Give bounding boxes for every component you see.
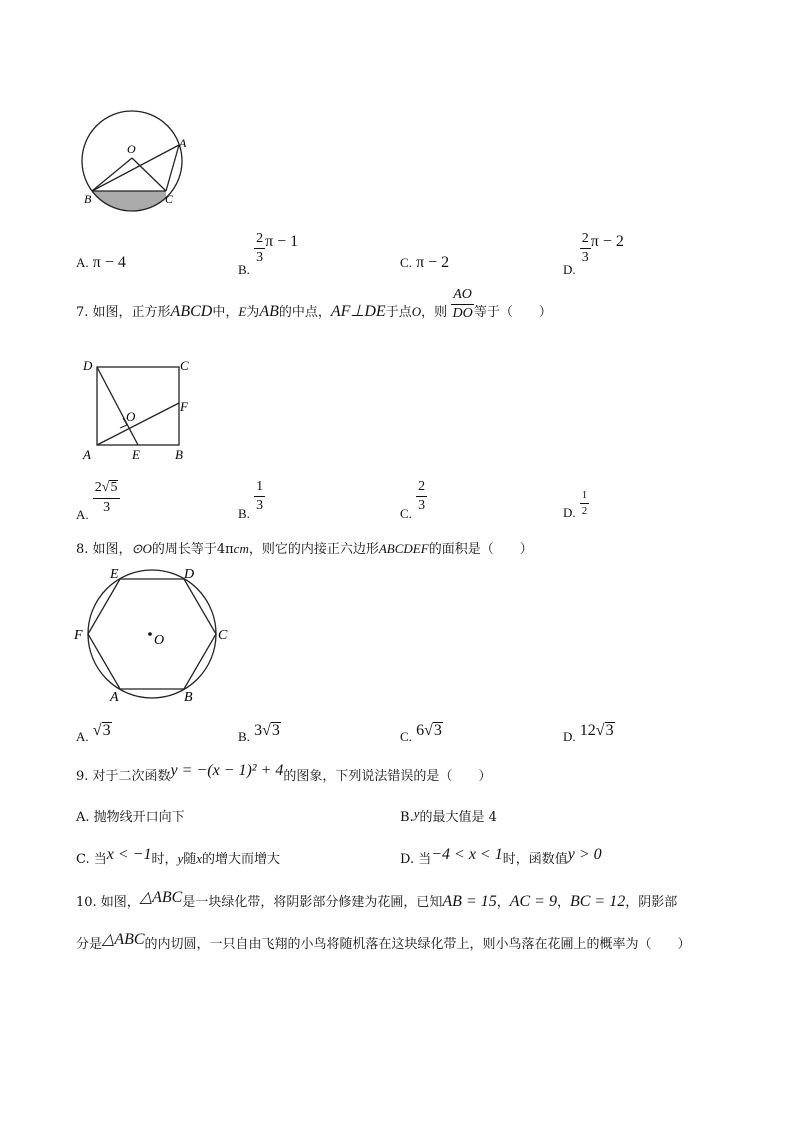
q8-option-b: B. 3√3 [238, 722, 280, 744]
q6-label-b: B [84, 192, 92, 206]
q7-option-b: B. $\frac{1}{3}$ [238, 479, 264, 521]
q7-figure [80, 355, 200, 465]
q7-option-b-frac: $\frac{1}{3}$ [256, 479, 264, 513]
q8-option-d: D. 12√3 [563, 722, 614, 744]
q7-label-d: D [83, 358, 93, 373]
q6-label-o: O [127, 142, 136, 156]
q8-label-a: A [110, 690, 119, 705]
q6-option-c-expr: π − 2 [416, 254, 450, 271]
q6-option-a-expr: π − 4 [92, 254, 126, 271]
q8-label-b: B [184, 690, 193, 705]
q7-option-a-frac: $\frac{2√5}{3}$ [93, 480, 121, 515]
q7-label-f: F [180, 399, 188, 414]
q6-option-a: A. π − 4 [76, 254, 126, 271]
q6-option-b-frac: $\frac{2}{3}$ [256, 231, 264, 265]
q6-option-d-frac: $\frac{2}{3}$ [581, 231, 589, 265]
q10-line-2: 分是△ABC的内切圆，一只自由飞翔的小鸟将随机落在这块绿化带上，则小鸟落在花圃上的概率为（ ） [76, 931, 691, 952]
q7-label-o: O [126, 409, 136, 424]
q8-hexagon [88, 579, 216, 689]
q7-label-a: A [83, 447, 91, 462]
q8-label-c: C [218, 628, 228, 643]
q7-option-d: D. $\frac{1}{2}$ [563, 489, 588, 520]
q8-option-d-expr: 12√3 [579, 722, 614, 739]
q9-option-d: D. 当−4 < x < 1时，函数值y > 0 [400, 846, 602, 867]
q6-figure [70, 105, 200, 215]
q9-option-b: B.y的最大值是 4 [400, 806, 497, 825]
q7-stem: 7. 如图，正方形ABCD中，E为AB的中点，AF⊥DE于点O，则 $\frac{AO}{DO}$ 等于（ ） [76, 287, 552, 321]
q8-option-c-expr: 6√3 [416, 722, 442, 739]
q8-option-a: A. √3 [76, 722, 111, 744]
q8-circle [88, 570, 216, 698]
q7-option-a: A. $\frac{2√5}{3}$ [76, 480, 120, 515]
q6-option-b: B. $\frac{2}{3}$ π − 1 [238, 231, 299, 277]
q8-option-b-expr: 3√3 [254, 722, 280, 739]
q7-square [97, 367, 179, 445]
q8-figure [70, 560, 240, 710]
q9-option-a: A. 抛物线开口向下 [76, 810, 185, 825]
q8-center-dot [148, 632, 152, 636]
q8-label-f: F [74, 628, 83, 643]
q6-option-d: D. $\frac{2}{3}$ π − 2 [563, 231, 624, 277]
q9-option-c: C. 当x < −1时，y随x的增大而增大 [76, 846, 281, 867]
q9-stem: 9. 对于二次函数y = −(x − 1)² + 4的图象，下列说法错误的是（ ） [76, 762, 492, 784]
q8-label-o: O [154, 633, 165, 648]
q7-option-c: C. $\frac{2}{3}$ [400, 479, 426, 521]
q9-function: y = −(x − 1)² + 4 [170, 762, 284, 779]
q8-label-d: D [184, 567, 195, 582]
q7-label-c: C [180, 358, 189, 373]
q7-option-c-frac: $\frac{2}{3}$ [418, 479, 426, 513]
q7-label-e: E [132, 447, 140, 462]
q6-option-c: C. π − 2 [400, 254, 450, 271]
q7-label-b: B [175, 447, 183, 462]
q7-option-d-frac: $\frac{1}{2}$ [581, 489, 588, 517]
q6-label-c: C [165, 192, 174, 206]
q8-label-e: E [110, 567, 119, 582]
q10-line-1: 10. 如图，△ABC是一块绿化带，将阴影部分修建为花圃，已知AB = 15，AC = 9，BC = 12，阴影部 [76, 889, 678, 910]
q6-label-a: A [179, 136, 187, 150]
q7-ratio-frac: $\frac{AO}{DO}$ [452, 287, 473, 321]
q8-option-c: C. 6√3 [400, 722, 442, 744]
q8-option-a-expr: √3 [92, 722, 111, 739]
q8-stem: 8. 如图，⊙O的周长等于4πcm，则它的内接正六边形ABCDEF的面积是（ ） [76, 541, 533, 557]
